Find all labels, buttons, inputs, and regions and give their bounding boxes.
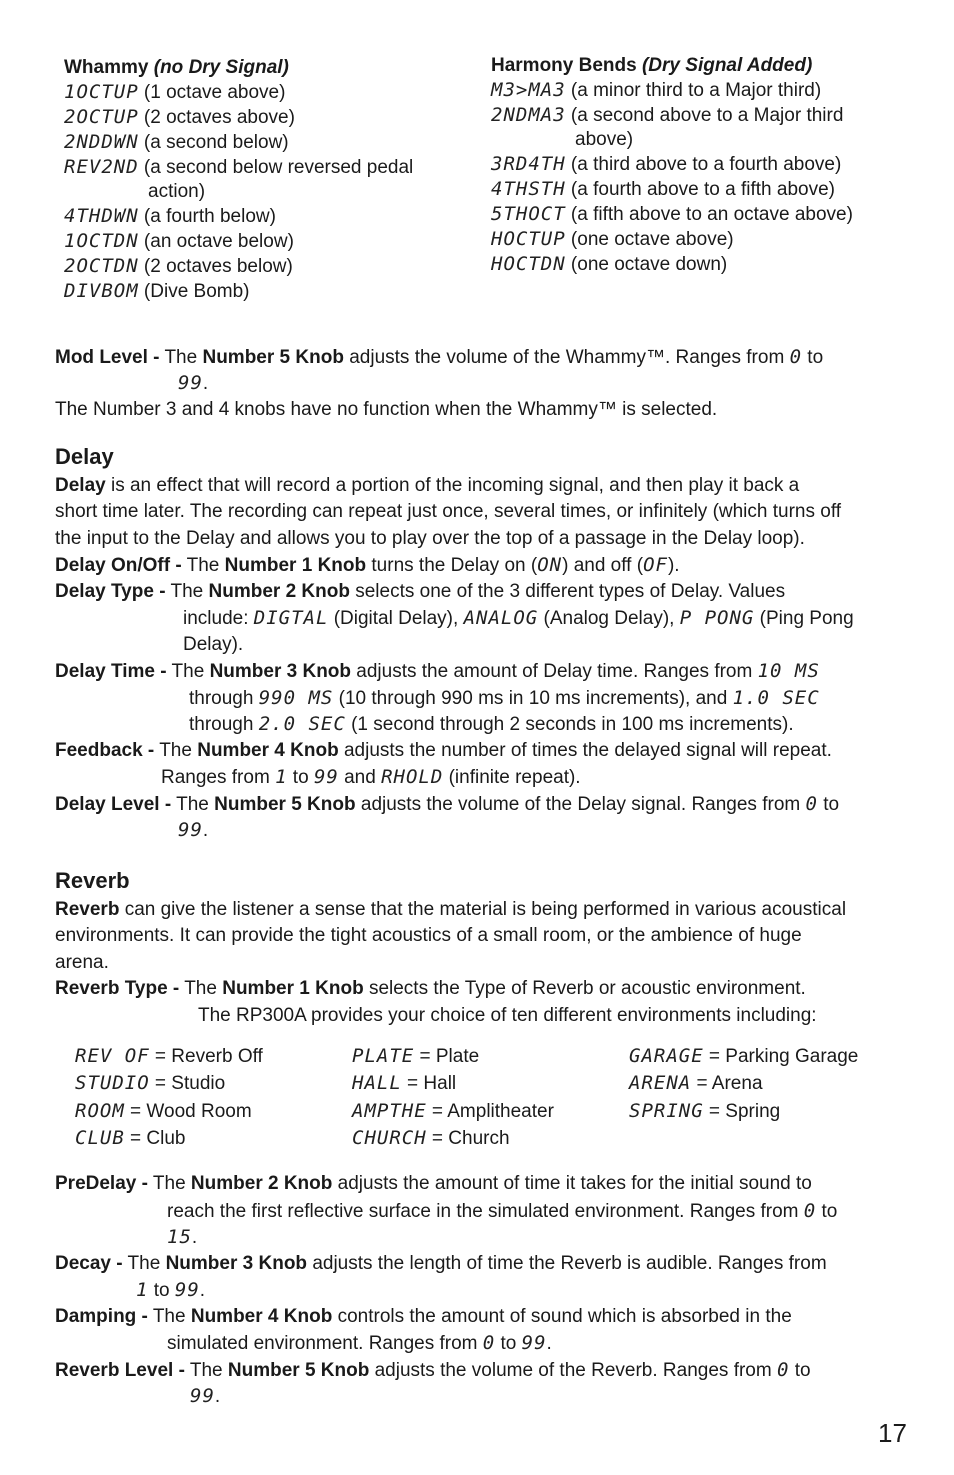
- harmony-list: [491, 78, 931, 277]
- list-item: action): [148, 181, 206, 202]
- damping-param: Damping - The Number 4 Knob controls the amount of sound which is absorbed in the: [55, 1306, 792, 1327]
- delay-time-param: Delay Time - The Number 3 Knob adjusts the amount of Delay time. Ranges from 10 MS: [55, 660, 820, 682]
- predelay-param-cont: reach the first reflective surface in the simulated environment. Ranges from 0 to: [167, 1200, 838, 1222]
- delay-time-range-2: through 2.0 SEC (1 second through 2 seconds in 100 ms increments).: [189, 713, 794, 735]
- list-item: HALL = Hall: [352, 1072, 457, 1095]
- list-item: HOCTDN (one octave down): [491, 253, 728, 275]
- list-item: 3RD4TH (a third above to a fourth above): [491, 153, 842, 175]
- delay-onoff-param: Delay On/Off - The Number 1 Knob turns the Delay on (ON) and off (OF).: [55, 554, 680, 576]
- list-item: 1OCTDN (an octave below): [64, 230, 294, 252]
- list-item: 4THSTH (a fourth above to a fifth above): [491, 178, 835, 200]
- damping-param-cont: simulated environment. Ranges from 0 to 99.: [167, 1332, 552, 1354]
- list-item: 5THOCT (a fifth above to an octave above): [491, 203, 853, 225]
- list-item: PLATE = Plate: [352, 1045, 480, 1067]
- list-item: CLUB = Club: [75, 1127, 186, 1150]
- page-number: 17: [878, 1418, 907, 1448]
- reverb-heading: Reverb: [55, 868, 130, 893]
- environment-column-3: [629, 1043, 858, 1125]
- decay-param: Decay - The Number 3 Knob adjusts the length of time the Reverb is audible. Ranges from: [55, 1253, 827, 1274]
- delay-type-values-cont: Delay).: [183, 634, 244, 655]
- list-item: 1OCTUP (1 octave above): [64, 81, 286, 103]
- whammy-title: Whammy: [64, 57, 149, 78]
- delay-level-param: Delay Level - The Number 5 Knob adjusts the volume of the Delay signal. Ranges from 0 to: [55, 793, 840, 815]
- list-item: REV OF = Reverb Off: [75, 1045, 263, 1067]
- knobs-note: The Number 3 and 4 knobs have no function when the Whammy™ is selected.: [55, 399, 718, 420]
- list-item: AMPTHE = Amplitheater: [352, 1099, 554, 1122]
- environment-column-1: [75, 1043, 263, 1153]
- whammy-note: (no Dry Signal): [153, 57, 289, 78]
- delay-type-values: include: DIGTAL (Digital Delay), ANALOG (Analog Delay), P PONG (Ping Pong: [183, 607, 854, 629]
- list-item: SPRING = Spring: [629, 1099, 781, 1122]
- mod-level-param-cont: 99.: [178, 372, 209, 394]
- list-item: CHURCH = Church: [352, 1127, 510, 1150]
- whammy-heading: [64, 56, 289, 80]
- list-item: above): [575, 129, 634, 150]
- reverb-type-param: Reverb Type - The Number 1 Knob selects the Type of Reverb or acoustic environment.: [55, 978, 806, 999]
- list-item: 4THDWN (a fourth below): [64, 205, 276, 227]
- environment-column-2: [352, 1043, 554, 1153]
- list-item: 2OCTDN (2 octaves below): [64, 255, 293, 277]
- reverb-type-param-cont: The RP300A provides your choice of ten different environments including:: [198, 1005, 817, 1026]
- list-item: REV2ND (a second below reversed pedal: [64, 156, 414, 178]
- list-item: 2OCTUP (2 octaves above): [64, 106, 295, 128]
- delay-type-param: Delay Type - The Number 2 Knob selects one of the 3 different types of Delay. Values: [55, 581, 786, 602]
- harmony-title: Harmony Bends: [491, 55, 637, 76]
- predelay-param: PreDelay - The Number 2 Knob adjusts the amount of time it takes for the initial sound to: [55, 1173, 812, 1194]
- harmony-note: (Dry Signal Added): [641, 55, 813, 76]
- delay-level-param-cont: 99.: [178, 819, 209, 841]
- mod-level-param: Mod Level - The Number 5 Knob adjusts the volume of the Whammy™. Ranges from 0 to: [55, 346, 824, 368]
- list-item: ARENA = Arena: [629, 1072, 763, 1095]
- predelay-param-cont2: 15.: [167, 1226, 198, 1248]
- feedback-param: Feedback - The Number 4 Knob adjusts the number of times the delayed signal will repeat.: [55, 740, 832, 761]
- delay-time-range-1: through 990 MS (10 through 990 ms in 10 ms increments), and 1.0 SEC: [189, 687, 820, 709]
- delay-heading: Delay: [55, 444, 114, 469]
- reverb-level-param-cont: 99.: [190, 1385, 221, 1407]
- reverb-intro: Reverb can give the listener a sense that the material is being performed in various acoustical environments. It can provide the tight acoustics of a small room, or the ambience of huge arena.: [55, 899, 847, 973]
- list-item: 2NDMA3 (a second above to a Major third: [491, 104, 844, 126]
- whammy-list: [64, 80, 464, 304]
- feedback-range: Ranges from 1 to 99 and RHOLD (infinite repeat).: [161, 766, 581, 788]
- list-item: 2NDDWN (a second below): [64, 131, 289, 153]
- harmony-heading: [491, 54, 812, 78]
- list-item: STUDIO = Studio: [75, 1072, 226, 1095]
- delay-intro: Delay is an effect that will record a portion of the incoming signal, and then play it back a short time later. The recording can repeat just once, several times, or infinitely (which turns off the input to the Delay and allows you to play over the top of a passage in the Delay loop).: [55, 475, 842, 549]
- list-item: M3>MA3 (a minor third to a Major third): [491, 79, 822, 101]
- list-item: ROOM = Wood Room: [75, 1099, 252, 1122]
- reverb-level-param: Reverb Level - The Number 5 Knob adjusts the volume of the Reverb. Ranges from 0 to: [55, 1359, 811, 1381]
- decay-param-cont: 1 to 99.: [136, 1279, 206, 1301]
- list-item: HOCTUP (one octave above): [491, 228, 734, 250]
- list-item: DIVBOM (Dive Bomb): [64, 280, 250, 302]
- list-item: GARAGE = Parking Garage: [629, 1045, 859, 1067]
